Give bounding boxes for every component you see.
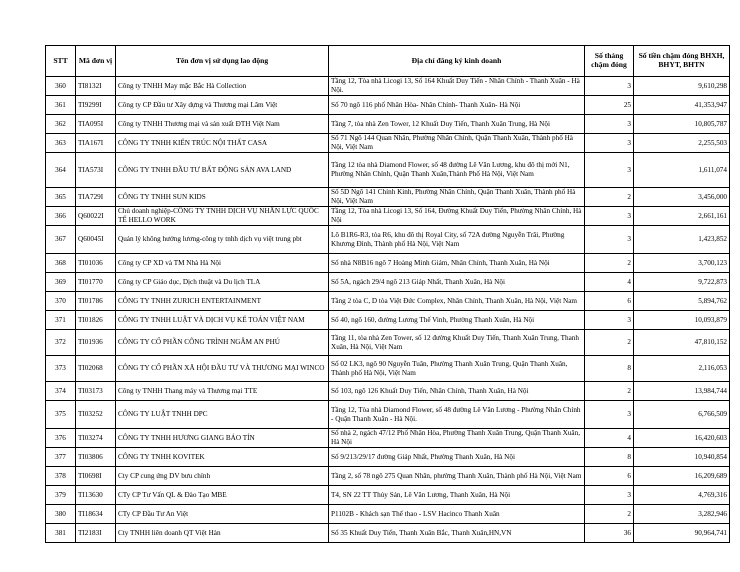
cell-name: CÔNG TY TNHH ZURICH ENTERTAINMENT: [116, 292, 329, 311]
cell-stt: 370: [46, 292, 76, 311]
cell-code: TI01826: [76, 311, 116, 330]
cell-amount: 3,700,123: [634, 254, 730, 273]
cell-months: 4: [585, 273, 634, 292]
cell-months: 2: [585, 505, 634, 524]
cell-code: TI01036: [76, 254, 116, 273]
table-row: [46, 486, 730, 505]
cell-stt: 376: [46, 429, 76, 448]
table-row: [46, 505, 730, 524]
cell-months: 3: [585, 115, 634, 134]
debt-table: [45, 45, 730, 543]
cell-amount: 16,420,603: [634, 429, 730, 448]
cell-name: Chủ doanh nghiệp-CÔNG TY TNHH DỊCH VỤ NHÂN LỰC QUỐC TẾ HELLO WORK: [116, 207, 329, 226]
cell-address: Tầng 2 tòa C, D tòa Việt Đức Complex, Nhân Chính, Thanh Xuân, Hà Nội, Việt Nam: [329, 292, 585, 311]
table-row: [46, 207, 730, 226]
cell-amount: 6,766,509: [634, 401, 730, 429]
cell-code: TIA095I: [76, 115, 116, 134]
table-row: [46, 254, 730, 273]
cell-stt: 381: [46, 524, 76, 543]
header-so-tien: Số tiền chậm đóng BHXH, BHYT, BHTN: [634, 46, 730, 77]
table-row: [46, 467, 730, 486]
cell-amount: 13,984,744: [634, 382, 730, 401]
cell-name: CÔNG TY TNHH HƯƠNG GIANG BẢO TÍN: [116, 429, 329, 448]
cell-months: 8: [585, 448, 634, 467]
header-ma-don-vi: Mã đơn vị: [76, 46, 116, 77]
cell-stt: 361: [46, 96, 76, 115]
cell-months: 3: [585, 77, 634, 96]
cell-code: TI2183I: [76, 524, 116, 543]
cell-name: CÔNG TY TNHH LUẬT VÀ DỊCH VỤ KẾ TOÁN VIỆT NAM: [116, 311, 329, 330]
cell-stt: 371: [46, 311, 76, 330]
cell-months: 6: [585, 292, 634, 311]
cell-months: 25: [585, 96, 634, 115]
cell-name: CÔNG TY LUẬT TNHH DPC: [116, 401, 329, 429]
cell-months: 3: [585, 486, 634, 505]
cell-name: Quản lý không hưởng lương-công ty tnhh dịch vụ việt trung pbt: [116, 226, 329, 254]
header-row: [46, 46, 730, 77]
cell-code: TI18634: [76, 505, 116, 524]
cell-name: CTy CP Đầu Tư An Việt: [116, 505, 329, 524]
cell-amount: 1,423,852: [634, 226, 730, 254]
cell-months: 3: [585, 311, 634, 330]
cell-stt: 372: [46, 330, 76, 356]
table-row: [46, 188, 730, 207]
cell-code: TI01936: [76, 330, 116, 356]
cell-amount: 1,611,074: [634, 153, 730, 188]
cell-address: Số 35 Khuất Duy Tiến, Thanh Xuân Bắc, Thanh Xuân,HN,VN: [329, 524, 585, 543]
cell-months: 4: [585, 429, 634, 448]
cell-months: 6: [585, 467, 634, 486]
table-row: [46, 401, 730, 429]
cell-name: Công ty TNHH Thang máy và Thương mại TTE: [116, 382, 329, 401]
table-row: [46, 448, 730, 467]
cell-months: 2: [585, 382, 634, 401]
table-row: [46, 77, 730, 96]
cell-amount: 2,255,503: [634, 134, 730, 153]
cell-amount: 16,209,689: [634, 467, 730, 486]
cell-amount: 9,722,873: [634, 273, 730, 292]
cell-stt: 369: [46, 273, 76, 292]
table-row: [46, 292, 730, 311]
cell-name: Cty TNHH liên doanh QT Việt Hàn: [116, 524, 329, 543]
cell-code: TI01770: [76, 273, 116, 292]
cell-address: P1102B - Khách sạn Thể thao - LSV Hacinco Thanh Xuân: [329, 505, 585, 524]
cell-amount: 10,093,879: [634, 311, 730, 330]
cell-code: TI03806: [76, 448, 116, 467]
cell-stt: 362: [46, 115, 76, 134]
cell-code: TI03252: [76, 401, 116, 429]
table-row: [46, 153, 730, 188]
table-row: [46, 524, 730, 543]
cell-amount: 3,456,000: [634, 188, 730, 207]
cell-address: Số 40, ngõ 160, đường Lương Thế Vinh, Phường Thanh Xuân, Hà Nội: [329, 311, 585, 330]
table-row: [46, 330, 730, 356]
cell-name: CÔNG TY CỔ PHẦN XÃ HỘI ĐẦU TƯ VÀ THƯƠNG MẠI WINCO: [116, 356, 329, 382]
cell-months: 3: [585, 401, 634, 429]
cell-address: Tầng 12 tòa nhà Diamond Flower, số 48 đường Lê Văn Lương, khu đô thị mới N1, Phường Nhân Chính, Quận Thanh Xuân,Thành Phố Hà Nội, Việt Nam: [329, 153, 585, 188]
table-body: [46, 77, 730, 543]
cell-stt: 373: [46, 356, 76, 382]
cell-name: Cty CP cung ứng DV bưu chính: [116, 467, 329, 486]
cell-name: Công ty TNHH May mặc Bắc Hà Collection: [116, 77, 329, 96]
cell-address: Số 9/213/29/17 đường Giáp Nhất, Phường Thanh Xuân, Hà Nội: [329, 448, 585, 467]
cell-amount: 10,940,854: [634, 448, 730, 467]
cell-amount: 5,894,762: [634, 292, 730, 311]
table-row: [46, 226, 730, 254]
cell-amount: 47,810,152: [634, 330, 730, 356]
cell-stt: 365: [46, 188, 76, 207]
cell-months: 3: [585, 134, 634, 153]
cell-name: Công ty TNHH Thương mại và sản xuất ĐTH Việt Nam: [116, 115, 329, 134]
cell-name: CÔNG TY TNHH KOVITEK: [116, 448, 329, 467]
cell-code: TIA729I: [76, 188, 116, 207]
cell-amount: 4,769,316: [634, 486, 730, 505]
cell-months: 3: [585, 207, 634, 226]
cell-address: Số 5A, ngách 29/4 ngõ 213 Giáp Nhất, Thanh Xuân, Hà Nội: [329, 273, 585, 292]
table-row: [46, 96, 730, 115]
cell-code: TI01786: [76, 292, 116, 311]
cell-name: CÔNG TY CỔ PHẦN CÔNG TRÌNH NGÂM AN PHÚ: [116, 330, 329, 356]
header-dia-chi: Địa chỉ đăng ký kinh doanh: [329, 46, 585, 77]
cell-months: 3: [585, 153, 634, 188]
cell-months: 2: [585, 188, 634, 207]
cell-code: TI0698I: [76, 467, 116, 486]
cell-address: Số nhà N8B16 ngõ 7 Hoàng Minh Giám, Nhân Chính, Thanh Xuân, Hà Nội: [329, 254, 585, 273]
cell-amount: 9,610,298: [634, 77, 730, 96]
cell-address: Số 5D Ngõ 141 Chính Kinh, Phường Nhân Chính, Quận Thanh Xuân, Thành phố Hà Nội, Việt Nam: [329, 188, 585, 207]
cell-stt: 377: [46, 448, 76, 467]
table-row: [46, 429, 730, 448]
table-row: [46, 273, 730, 292]
cell-name: Công ty CP XD và TM Nhà Hà Nội: [116, 254, 329, 273]
cell-code: TI13630: [76, 486, 116, 505]
cell-months: 2: [585, 254, 634, 273]
cell-code: TIA573I: [76, 153, 116, 188]
cell-code: TIA167I: [76, 134, 116, 153]
cell-address: Số 71 Ngõ 144 Quan Nhân, Phường Nhân Chính, Quận Thanh Xuân, Thành phố Hà Nội, Việt Nam: [329, 134, 585, 153]
cell-address: Tầng 12, Tòa nhà Diamond Flower, số 48 đường Lê Văn Lương - Phường Nhân Chính - Quận Thanh Xuân - Hà Nội.: [329, 401, 585, 429]
cell-months: 36: [585, 524, 634, 543]
cell-amount: 10,805,787: [634, 115, 730, 134]
cell-code: TI8132I: [76, 77, 116, 96]
cell-amount: 3,282,946: [634, 505, 730, 524]
cell-code: TI02068: [76, 356, 116, 382]
table-row: [46, 356, 730, 382]
table-row: [46, 311, 730, 330]
cell-months: 3: [585, 226, 634, 254]
cell-address: Số 02 LK3, ngõ 90 Nguyễn Tuân, Phường Thanh Xuân Trung, Quận Thanh Xuân, Thành phố Hà Nội, Việt Nam: [329, 356, 585, 382]
header-so-thang: Số tháng chậm đóng: [585, 46, 634, 77]
cell-address: Số 103, ngõ 126 Khuất Duy Tiến, Nhân Chính, Thanh Xuân, Hà Nội: [329, 382, 585, 401]
cell-stt: 379: [46, 486, 76, 505]
cell-address: Số 70 ngõ 116 phố Nhân Hòa- Nhân Chính- Thanh Xuân- Hà Nội: [329, 96, 585, 115]
cell-name: CÔNG TY TNHH KIẾN TRÚC NỘI THẤT CASA: [116, 134, 329, 153]
table-row: [46, 115, 730, 134]
table-row: [46, 134, 730, 153]
cell-stt: 367: [46, 226, 76, 254]
cell-address: Số nhà 2, ngách 47/12 Phố Nhân Hòa, Phường Thanh Xuân Trung, Quận Thanh Xuân, Hà Nội: [329, 429, 585, 448]
cell-name: Công ty CP Giáo dục, Dịch thuật và Du lịch TLA: [116, 273, 329, 292]
cell-stt: 366: [46, 207, 76, 226]
cell-stt: 374: [46, 382, 76, 401]
cell-amount: 2,116,053: [634, 356, 730, 382]
header-stt: STT: [46, 46, 76, 77]
cell-code: TI03173: [76, 382, 116, 401]
cell-address: Lô B1R6-R3, tòa R6, khu đô thị Royal City, số 72A đường Nguyễn Trãi, Phường Khương Đình, Thành phố Hà Nội, Việt Nam: [329, 226, 585, 254]
cell-stt: 363: [46, 134, 76, 153]
cell-amount: 90,964,741: [634, 524, 730, 543]
cell-address: Tầng 2, số 78 ngõ 275 Quan Nhân, phường Thanh Xuân, Thành phố Hà Nội, Việt Nam: [329, 467, 585, 486]
cell-address: Tầng 11, tòa nhà Zen Tower, số 12 đường Khuất Duy Tiến, Thanh Xuân Trung, Thanh Xuân, Hà Nội, Việt Nam: [329, 330, 585, 356]
cell-months: 8: [585, 356, 634, 382]
cell-code: Q60022I: [76, 207, 116, 226]
cell-stt: 375: [46, 401, 76, 429]
cell-name: CÔNG TY TNHH ĐẦU TƯ BẤT ĐỘNG SẢN AVA LAND: [116, 153, 329, 188]
cell-name: CTy CP Tư Vấn QL & Đào Tạo MBE: [116, 486, 329, 505]
cell-address: Tầng 12, Tòa nhà Licogi 13, Số 164, Đường Khuất Duy Tiến, Phường Nhân Chính, Hà Nội: [329, 207, 585, 226]
cell-name: Công ty CP Đầu tư Xây dựng và Thương mại Lâm Việt: [116, 96, 329, 115]
cell-amount: 41,353,947: [634, 96, 730, 115]
table-row: [46, 382, 730, 401]
cell-months: 2: [585, 330, 634, 356]
cell-stt: 378: [46, 467, 76, 486]
cell-name: CÔNG TY TNHH SUN KIDS: [116, 188, 329, 207]
cell-code: Q60045I: [76, 226, 116, 254]
cell-amount: 2,661,161: [634, 207, 730, 226]
header-ten-don-vi: Tên đơn vị sử dụng lao động: [116, 46, 329, 77]
cell-code: TI9299I: [76, 96, 116, 115]
cell-address: Tầng 7, tòa nhà Zen Tower, 12 Khuất Duy Tiến, Thanh Xuân Trung, Hà Nội: [329, 115, 585, 134]
cell-stt: 360: [46, 77, 76, 96]
cell-stt: 364: [46, 153, 76, 188]
cell-address: T4, SN 22 TT Thủy Sản, Lê Văn Lương, Thanh Xuân, Hà Nội: [329, 486, 585, 505]
cell-address: Tầng 12, Tòa nhà Licogi 13, Số 164 Khuất Duy Tiến - Nhân Chính - Thanh Xuân - Hà Nội.: [329, 77, 585, 96]
cell-stt: 368: [46, 254, 76, 273]
cell-code: TI03274: [76, 429, 116, 448]
cell-stt: 380: [46, 505, 76, 524]
